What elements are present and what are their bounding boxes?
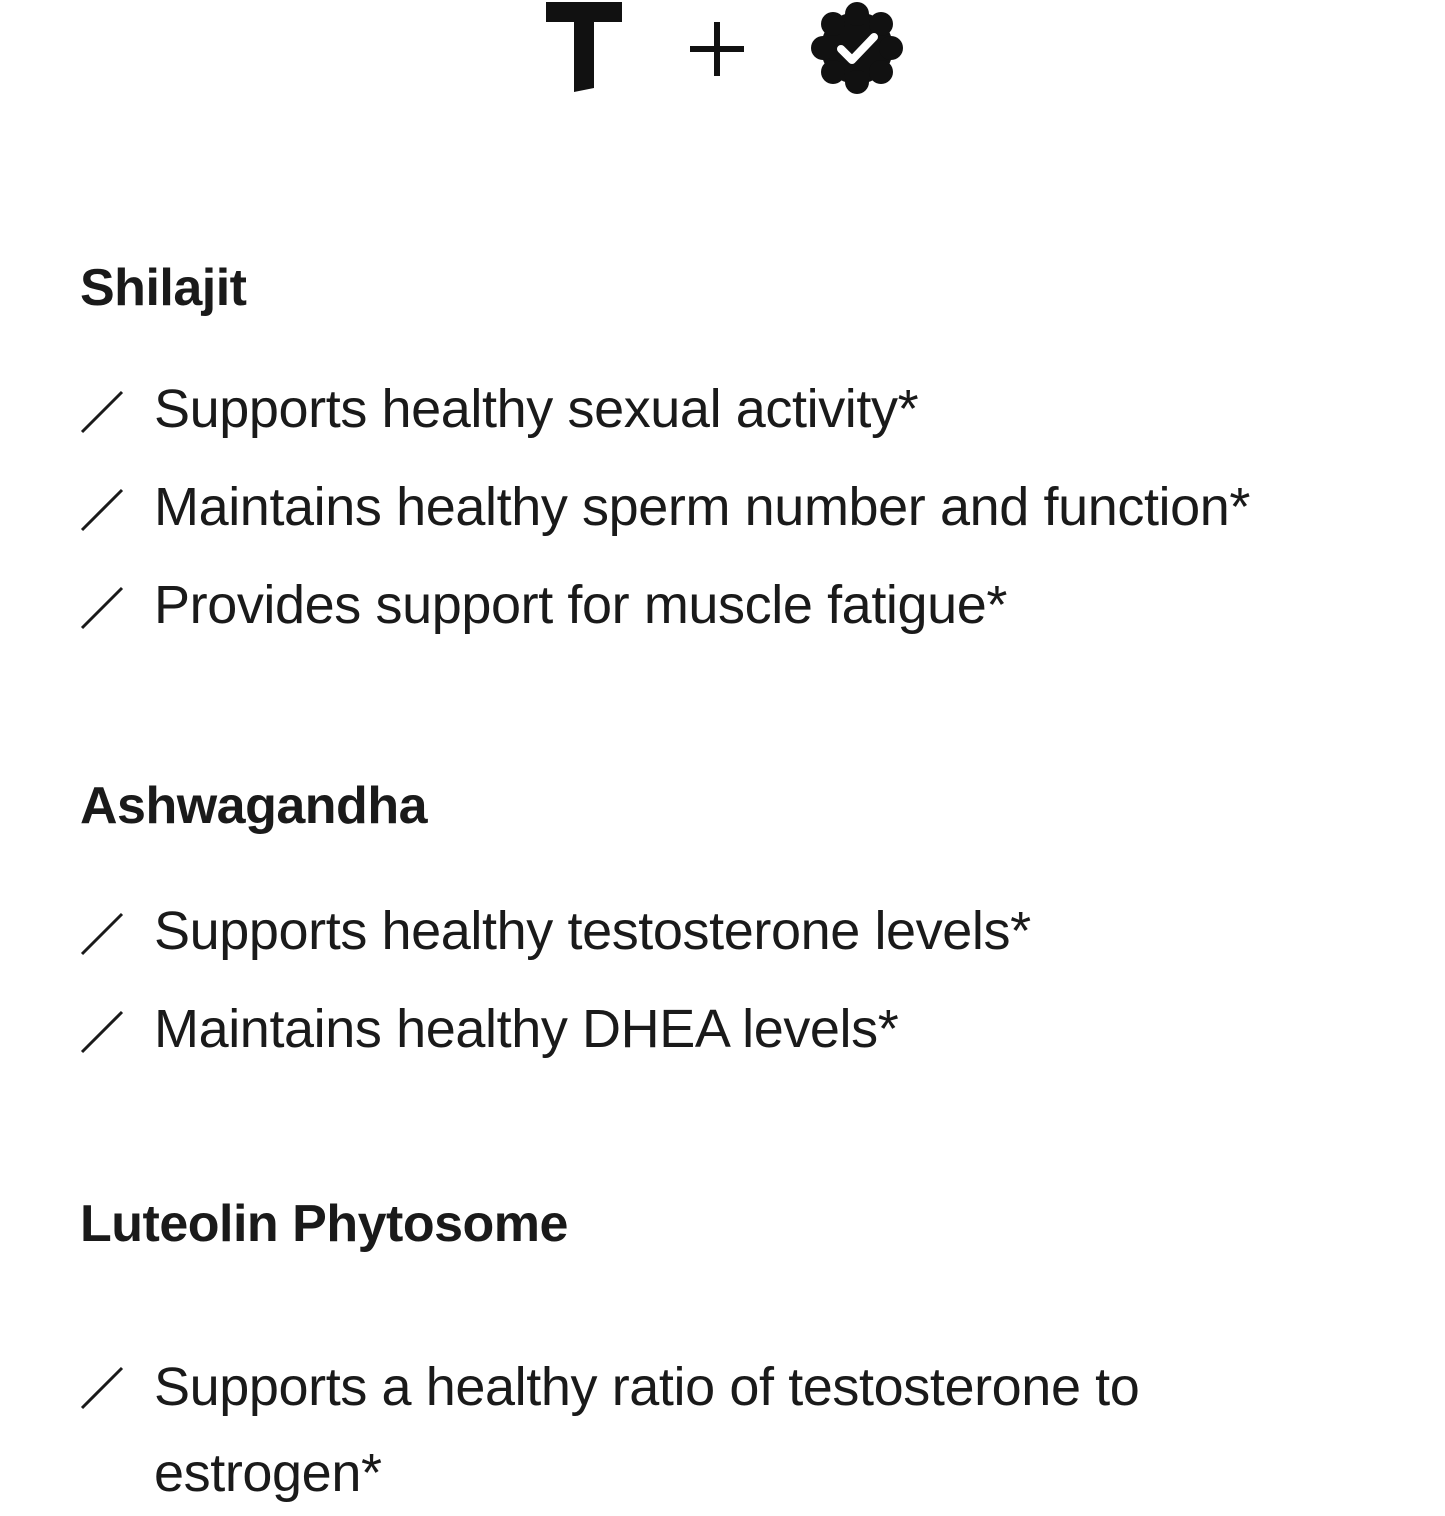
ingredient-title: Shilajit: [80, 259, 247, 317]
benefit-list: [80, 882, 1410, 1078]
ingredient-title: Luteolin Phytosome: [80, 1195, 568, 1253]
plus-icon: [690, 22, 744, 76]
ingredient-section-shilajit: [80, 258, 1410, 654]
benefit-text: Supports healthy testosterone levels*: [154, 901, 1031, 961]
benefit-text: Provides support for muscle fatigue*: [154, 575, 1008, 635]
slash-icon: [80, 1010, 124, 1054]
benefit-item: [80, 980, 1410, 1078]
t-logo-icon: [546, 2, 622, 92]
benefit-item: [80, 882, 1410, 980]
ingredient-title: Ashwagandha: [80, 777, 427, 835]
benefit-text: Supports healthy sexual activity*: [154, 379, 919, 439]
benefit-text: Maintains healthy DHEA levels*: [154, 999, 899, 1059]
ingredient-section-ashwagandha: [80, 776, 1410, 1078]
benefit-list: [80, 360, 1410, 654]
slash-icon: [80, 488, 124, 532]
header: [0, 0, 1445, 100]
benefit-item: [80, 458, 1410, 556]
ingredient-section-luteolin-phytosome: [80, 1194, 1410, 1516]
benefit-item: [80, 556, 1410, 654]
benefit-item: [80, 360, 1410, 458]
slash-icon: [80, 390, 124, 434]
benefit-list: [80, 1344, 1410, 1516]
slash-icon: [80, 586, 124, 630]
benefit-text: Supports a healthy ratio of testosterone to estrogen*: [154, 1357, 1140, 1503]
slash-icon: [80, 1366, 124, 1410]
slash-icon: [80, 912, 124, 956]
verified-check-badge-icon: [811, 2, 903, 94]
benefit-item: [80, 1344, 1304, 1516]
benefit-text: Maintains healthy sperm number and function*: [154, 477, 1251, 537]
